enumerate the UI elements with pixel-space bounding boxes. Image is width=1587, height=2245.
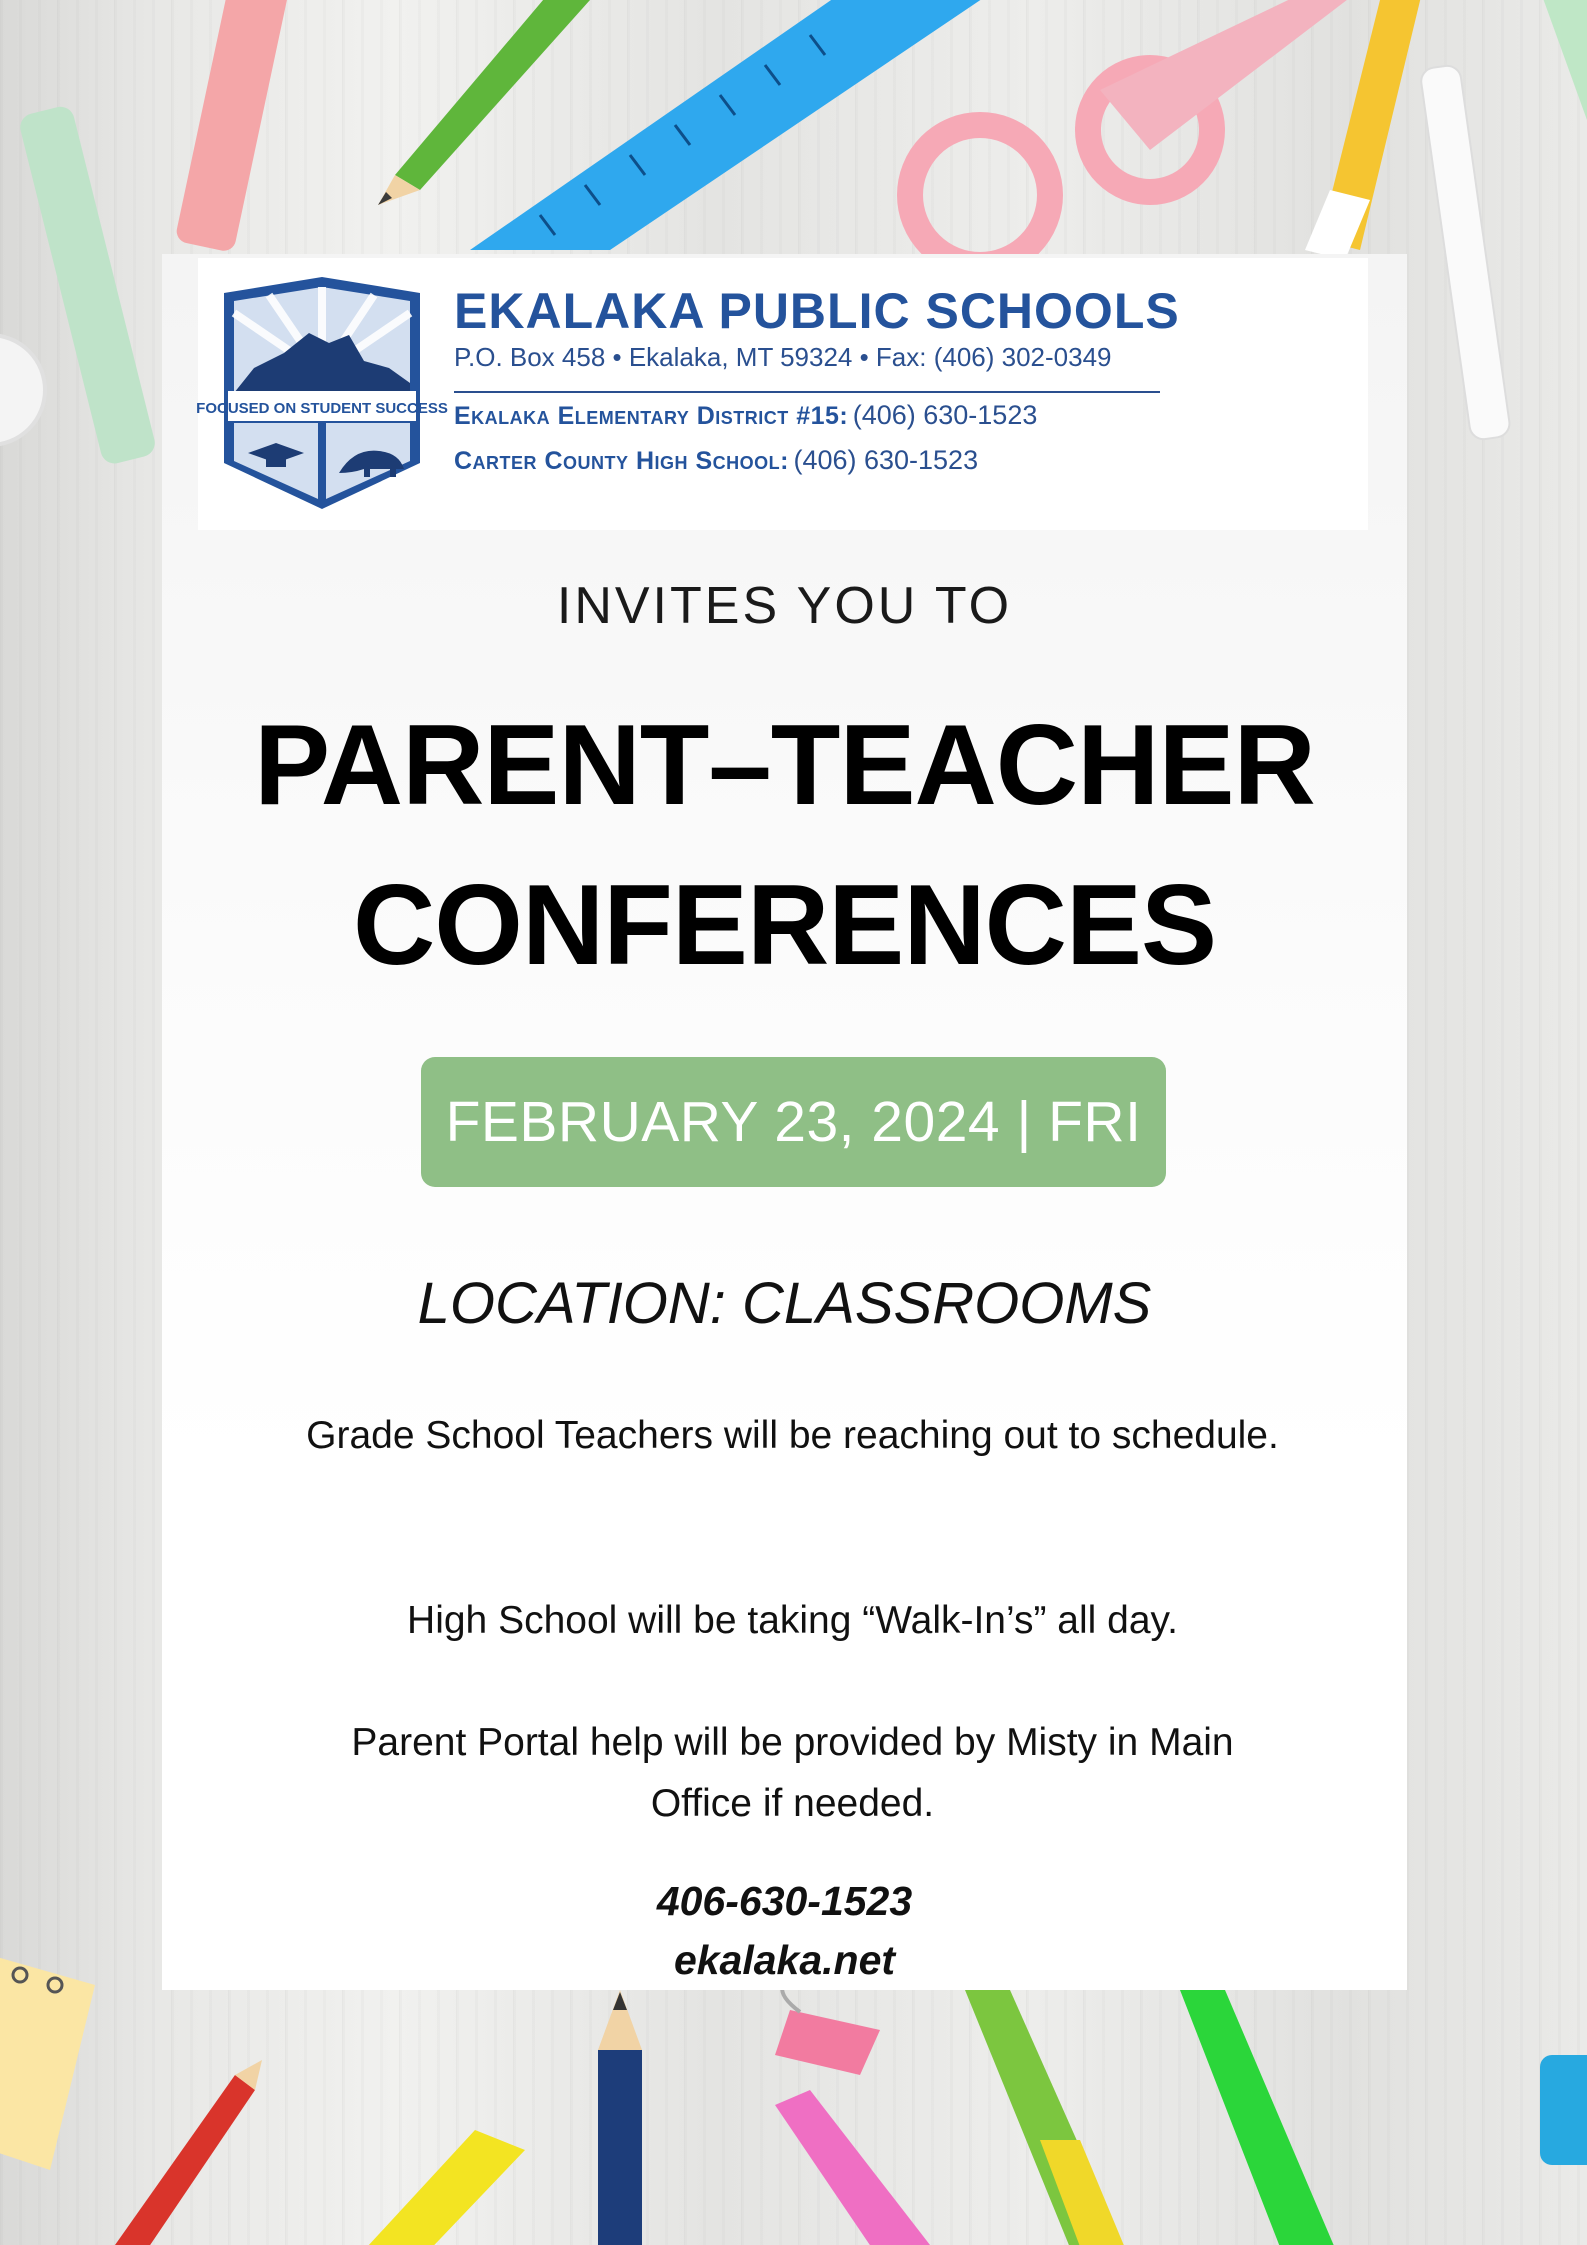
school-name: EKALAKA PUBLIC SCHOOLS xyxy=(454,283,1180,339)
district-phone: (406) 630-1523 xyxy=(793,445,979,475)
ekalaka-shield-logo-icon xyxy=(196,273,448,513)
district-label: Carter County High School: xyxy=(454,447,789,475)
event-location: LOCATION: CLASSROOMS xyxy=(417,1271,1152,1336)
event-title-line1: PARENT–TEACHER xyxy=(254,702,1315,829)
contact-website[interactable]: ekalaka.net xyxy=(673,1937,896,1983)
magenta-chalk-icon xyxy=(775,2090,930,2245)
detail-parent-portal: Parent Portal help will be provided by Misty in Main Office if needed. xyxy=(351,1721,1234,1825)
logo-tagline: FOCUSED ON STUDENT SUCCESS xyxy=(196,400,448,417)
white-chalk-icon xyxy=(1419,64,1511,441)
navy-pencil-icon xyxy=(598,1990,642,2245)
notepad-icon xyxy=(0,1955,95,2170)
bright-green-highlighter-icon xyxy=(1180,1990,1340,2245)
yellow-highlighter-icon xyxy=(355,2130,525,2245)
event-date: FEBRUARY 23, 2024 | FRI xyxy=(445,1090,1142,1154)
district-phone: (406) 630-1523 xyxy=(852,400,1038,430)
yellow-marker-icon xyxy=(1305,0,1425,260)
red-pencil-icon xyxy=(115,2060,262,2245)
event-title-line2: CONFERENCES xyxy=(352,862,1217,989)
scissors-icon xyxy=(910,0,1360,265)
green-marker-icon xyxy=(965,1990,1130,2245)
detail-high-school: High School will be taking “Walk-In’s” all day. xyxy=(407,1599,1178,1642)
school-address: P.O. Box 458 • Ekalaka, MT 59324 • Fax: (406) 302-0349 xyxy=(454,342,1112,372)
district-contact-high-school xyxy=(454,445,1354,476)
event-date-badge xyxy=(421,1057,1166,1187)
header-divider xyxy=(454,391,1160,393)
pink-chalk-icon xyxy=(174,0,293,253)
contact-phone: 406-630-1523 xyxy=(656,1878,913,1924)
district-contact-elementary xyxy=(454,400,1354,431)
green-pencil-icon xyxy=(378,0,590,205)
district-label: Ekalaka Elementary District #15: xyxy=(454,402,849,430)
invites-heading: INVITES YOU TO xyxy=(556,577,1013,635)
detail-grade-school: Grade School Teachers will be reaching out to schedule. xyxy=(306,1414,1279,1457)
